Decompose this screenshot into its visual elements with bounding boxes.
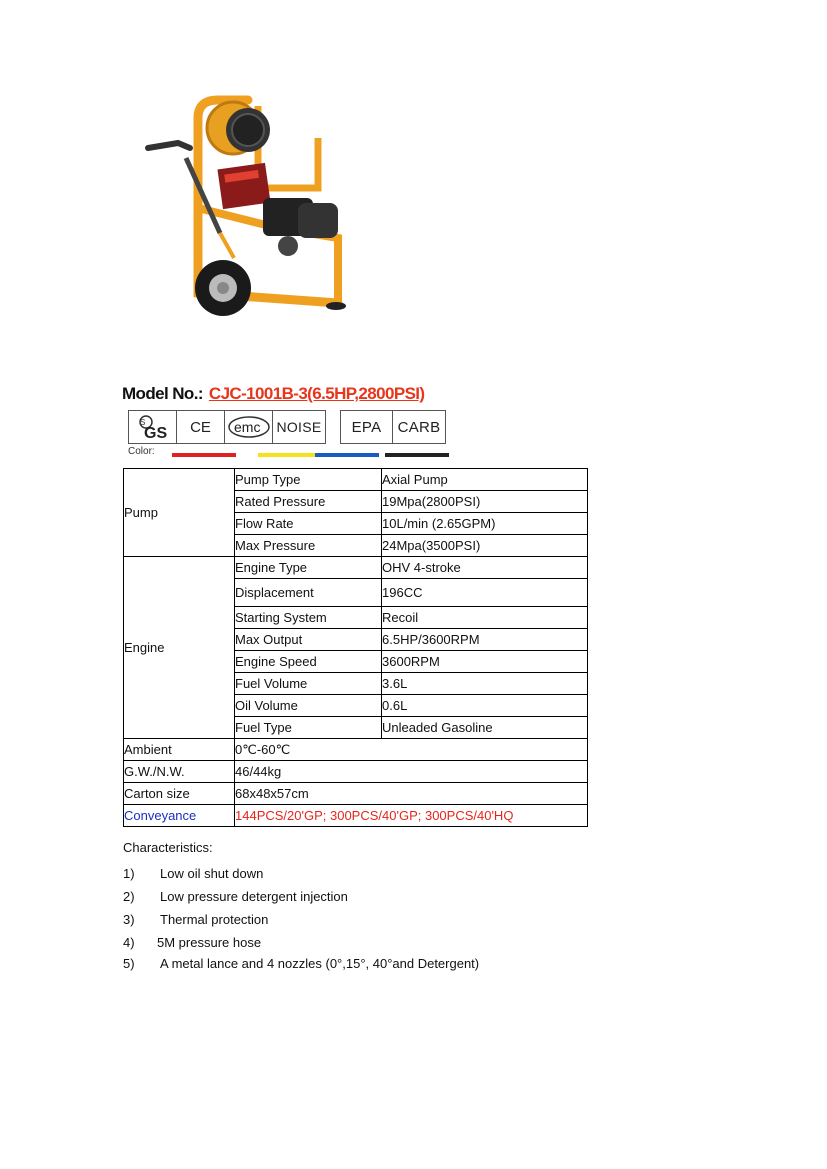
noise-mark: NOISE (276, 419, 322, 435)
color-swatch-red (172, 453, 236, 457)
param-value: 19Mpa(2800PSI) (382, 491, 588, 513)
list-item (123, 908, 479, 931)
param-label: Pump Type (235, 469, 382, 491)
list-text: Low oil shut down (160, 866, 264, 881)
other-value: 68x48x57cm (235, 783, 588, 805)
param-label: Fuel Type (235, 717, 382, 739)
param-value: 0.6L (382, 695, 588, 717)
param-label: Flow Rate (235, 513, 382, 535)
param-label: Oil Volume (235, 695, 382, 717)
list-text: A metal lance and 4 nozzles (0°,15°, 40°and Detergent) (160, 955, 480, 971)
param-label: Engine Speed (235, 651, 382, 673)
ce-mark: CE (177, 411, 225, 443)
list-text: 5M pressure hose (157, 935, 262, 950)
list-item (123, 885, 479, 908)
table-row (124, 805, 588, 827)
param-value: 3.6L (382, 673, 588, 695)
color-label: Color: (128, 446, 155, 457)
product-image (138, 88, 358, 333)
specifications-table (123, 468, 588, 827)
model-label: Model No.: (122, 384, 203, 403)
pump-group-label: Pump (124, 469, 235, 557)
color-swatch-yellow (258, 453, 322, 457)
table-row (124, 557, 588, 579)
cert-group-right (340, 410, 446, 444)
list-number: 5) (123, 955, 135, 971)
other-value: 46/44kg (235, 761, 588, 783)
param-label: Max Output (235, 629, 382, 651)
list-text: Thermal protection (160, 912, 269, 927)
param-label: Displacement (235, 579, 382, 607)
param-value: Recoil (382, 607, 588, 629)
param-value: Axial Pump (382, 469, 588, 491)
param-label: Rated Pressure (235, 491, 382, 513)
list-item (123, 862, 479, 885)
list-item (123, 931, 479, 954)
model-value: CJC-1001B-3(6.5HP,2800PSI) (208, 384, 425, 403)
param-value: 24Mpa(3500PSI) (382, 535, 588, 557)
conveyance-label: Conveyance (124, 805, 235, 827)
table-row (124, 761, 588, 783)
other-label: Carton size (124, 783, 235, 805)
param-label: Starting System (235, 607, 382, 629)
other-value: 0℃-60℃ (235, 739, 588, 761)
list-number: 2) (123, 889, 135, 904)
table-row (124, 783, 588, 805)
param-value: 10L/min (2.65GPM) (382, 513, 588, 535)
param-value: 196CC (382, 579, 588, 607)
carb-mark: CARB (397, 418, 441, 436)
param-label: Engine Type (235, 557, 382, 579)
other-label: Ambient (124, 739, 235, 761)
param-label: Fuel Volume (235, 673, 382, 695)
emc-mark (225, 411, 273, 443)
param-value: 6.5HP/3600RPM (382, 629, 588, 651)
characteristics-title: Characteristics: (123, 840, 213, 855)
gs-mark-icon (129, 411, 177, 443)
list-number: 3) (123, 912, 135, 927)
list-number: 4) (123, 935, 135, 950)
param-value: Unleaded Gasoline (382, 717, 588, 739)
svg-text:S: S (139, 418, 145, 427)
param-label: Max Pressure (235, 535, 382, 557)
svg-text:GS: GS (143, 425, 167, 440)
table-row (124, 739, 588, 761)
emc-logo (227, 414, 271, 440)
svg-text:emc: emc (233, 419, 260, 435)
certification-logos (128, 410, 446, 444)
model-number (122, 384, 425, 404)
other-label: G.W./N.W. (124, 761, 235, 783)
gs-logo (136, 414, 170, 440)
list-item (123, 954, 479, 972)
param-value: 3600RPM (382, 651, 588, 673)
cert-group-left (128, 410, 326, 444)
pressure-washer-illustration (138, 88, 358, 333)
epa-mark: EPA (341, 411, 393, 443)
engine-group-label: Engine (124, 557, 235, 739)
param-value: OHV 4-stroke (382, 557, 588, 579)
color-swatch-blue (315, 453, 379, 457)
conveyance-value: 144PCS/20'GP; 300PCS/40'GP; 300PCS/40'HQ (235, 805, 588, 827)
table-row (124, 469, 588, 491)
list-number: 1) (123, 866, 135, 881)
list-text: Low pressure detergent injection (160, 889, 348, 904)
color-swatch-black (385, 453, 449, 457)
characteristics-list (123, 840, 479, 972)
